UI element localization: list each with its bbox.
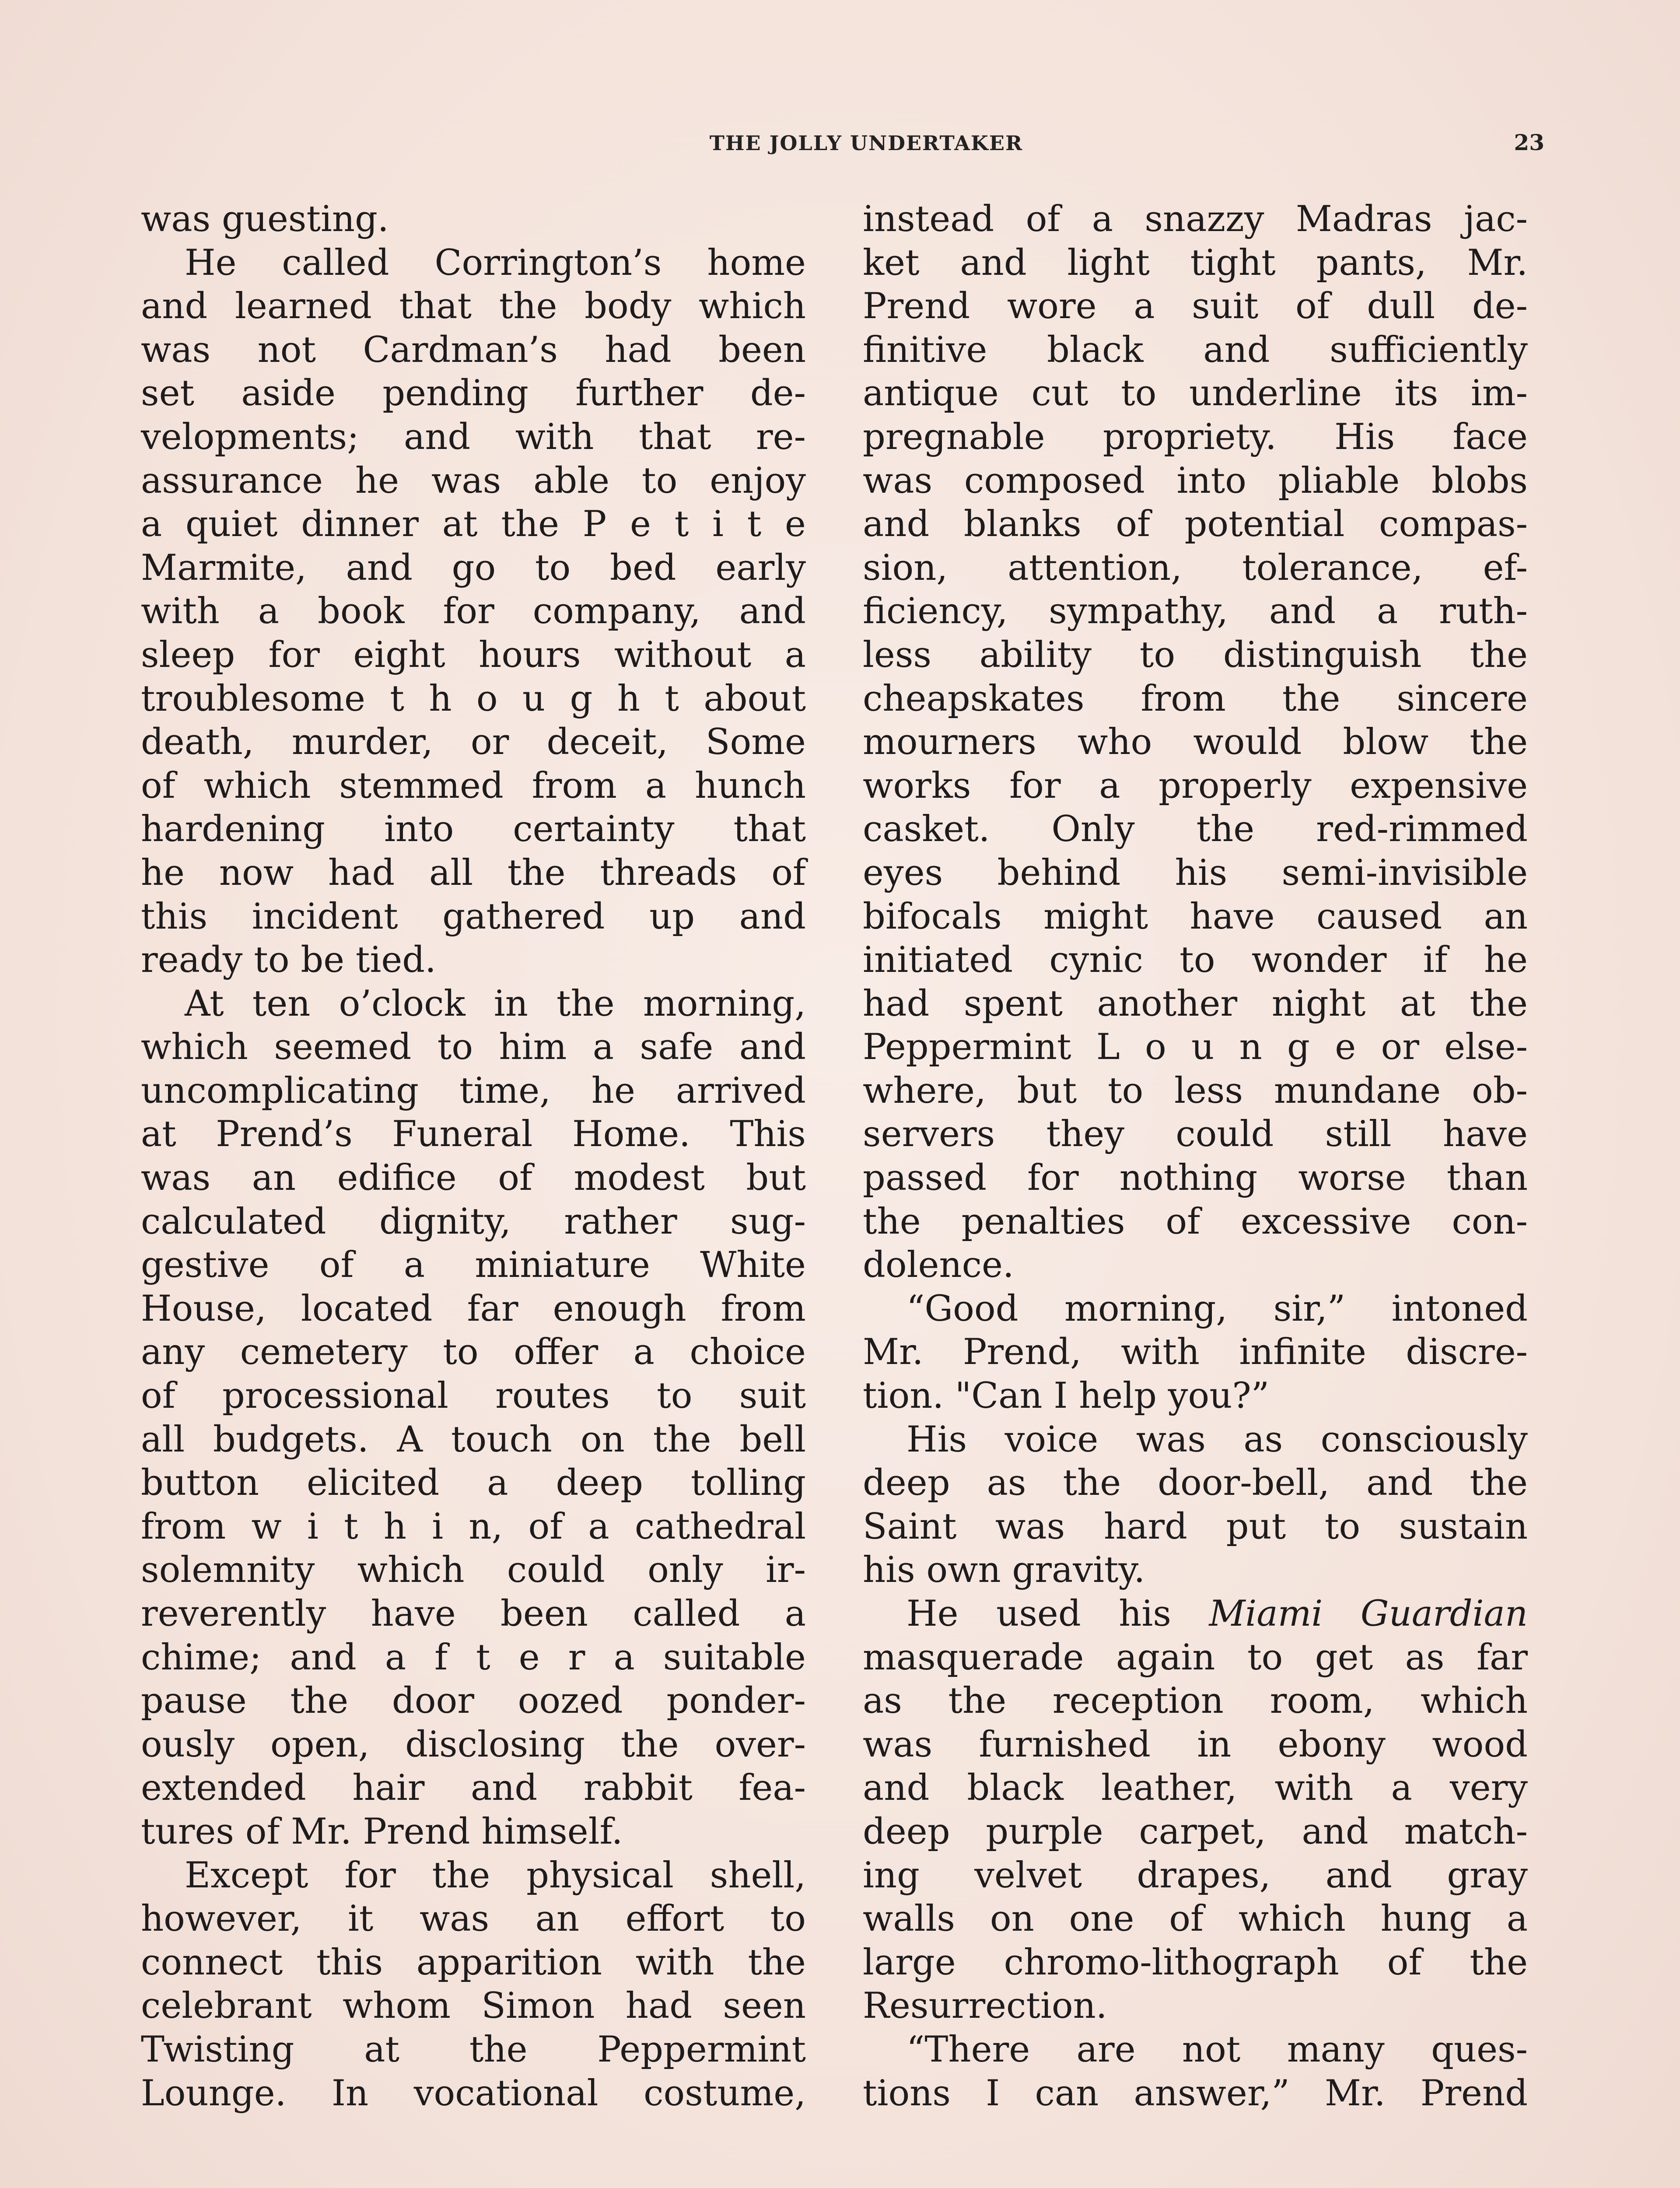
text-line: this incident gathered up and xyxy=(141,896,806,937)
text-line: ket and light tight pants, Mr. xyxy=(863,242,1528,284)
text-line: ously open, disclosing the over- xyxy=(141,1724,806,1765)
text-line: pregnable propriety. His face xyxy=(863,416,1528,458)
text-line: was an edifice of modest but xyxy=(141,1157,806,1199)
text-line: sion, attention, tolerance, ef- xyxy=(863,547,1528,589)
page-number: 23 xyxy=(1514,130,1544,155)
text-line: servers they could still have xyxy=(863,1114,1528,1155)
text-line: a quiet dinner at the P e t i t e xyxy=(141,504,806,545)
text-line: death, murder, or deceit, Some xyxy=(141,722,806,763)
text-line: tion. "Can I help you?” xyxy=(863,1375,1270,1417)
text-line: and black leather, with a very xyxy=(863,1767,1528,1809)
text-line: Twisting at the Peppermint xyxy=(141,2029,806,2070)
text-line: House, located far enough from xyxy=(141,1288,806,1329)
text-line: at Prend’s Funeral Home. This xyxy=(141,1114,806,1155)
right-text-column xyxy=(863,198,1528,2115)
text-line: deep as the door-bell, and the xyxy=(863,1462,1528,1504)
text-line: celebrant whom Simon had seen xyxy=(141,1985,806,2027)
text-line: chime; and a f t e r a suitable xyxy=(141,1637,806,1678)
text-line: Lounge. In vocational costume, xyxy=(141,2072,806,2114)
text-line: button elicited a deep tolling xyxy=(141,1462,806,1504)
text-line: as the reception room, which xyxy=(863,1680,1528,1722)
text-line: however, it was an effort to xyxy=(141,1898,806,1940)
text-line: connect this apparition with the xyxy=(141,1942,806,1983)
text-line: masquerade again to get as far xyxy=(863,1637,1528,1678)
text-line: he now had all the threads of xyxy=(141,852,806,894)
text-line: finitive black and sufficiently xyxy=(863,329,1528,371)
text-line: velopments; and with that re- xyxy=(141,416,806,458)
text-line: cheapskates from the sincere xyxy=(863,678,1528,719)
text-line: ing velvet drapes, and gray xyxy=(863,1855,1528,1896)
text-line: mourners who would blow the xyxy=(863,722,1528,763)
text-line: casket. Only the red-rimmed xyxy=(863,809,1528,850)
left-text-column xyxy=(141,198,806,2115)
text-line: Saint was hard put to sustain xyxy=(863,1506,1528,1547)
text-line: troublesome t h o u g h t about xyxy=(141,678,806,719)
text-line: tions I can answer,” Mr. Prend xyxy=(863,2072,1528,2114)
text-line: had spent another night at the xyxy=(863,983,1528,1024)
text-line: sleep for eight hours without a xyxy=(141,634,806,676)
text-line: He used his Miami Guardian xyxy=(906,1593,1528,1634)
text-line: large chromo-lithograph of the xyxy=(863,1942,1528,1983)
text-line: which seemed to him a safe and xyxy=(141,1027,806,1068)
text-line: was not Cardman’s had been xyxy=(141,329,806,371)
text-line: antique cut to underline its im- xyxy=(863,373,1528,414)
text-line: Except for the physical shell, xyxy=(185,1855,806,1896)
text-line: was composed into pliable blobs xyxy=(863,460,1528,501)
text-line: uncomplicating time, he arrived xyxy=(141,1070,806,1112)
text-line: was guesting. xyxy=(141,199,389,240)
text-line: his own gravity. xyxy=(863,1550,1145,1591)
text-line: extended hair and rabbit fea- xyxy=(141,1767,806,1809)
text-line: the penalties of excessive con- xyxy=(863,1201,1528,1242)
running-title: THE JOLLY UNDERTAKER xyxy=(709,131,1023,155)
text-line: Marmite, and go to bed early xyxy=(141,547,806,589)
text-line: eyes behind his semi-invisible xyxy=(863,852,1528,894)
text-line: Mr. Prend, with infinite discre- xyxy=(863,1332,1528,1373)
text-line: of which stemmed from a hunch xyxy=(141,765,806,806)
text-line: initiated cynic to wonder if he xyxy=(863,940,1528,981)
text-line: walls on one of which hung a xyxy=(863,1898,1528,1940)
text-line: bifocals might have caused an xyxy=(863,896,1528,937)
text-line: calculated dignity, rather sug- xyxy=(141,1201,806,1242)
text-line: instead of a snazzy Madras jac- xyxy=(863,199,1528,240)
text-line: tures of Mr. Prend himself. xyxy=(141,1811,623,1852)
text-line: any cemetery to offer a choice xyxy=(141,1332,806,1373)
text-line: and blanks of potential compas- xyxy=(863,504,1528,545)
text-line: Peppermint L o u n g e or else- xyxy=(863,1027,1528,1068)
text-line: dolence. xyxy=(863,1245,1014,1286)
text-line: from w i t h i n, of a cathedral xyxy=(141,1506,806,1547)
text-line: was furnished in ebony wood xyxy=(863,1724,1528,1765)
text-line: less ability to distinguish the xyxy=(863,634,1528,676)
text-line: passed for nothing worse than xyxy=(863,1157,1528,1199)
text-line: where, but to less mundane ob- xyxy=(863,1070,1528,1112)
text-line: gestive of a miniature White xyxy=(141,1245,806,1286)
text-line: assurance he was able to enjoy xyxy=(141,460,806,501)
text-line: and learned that the body which xyxy=(141,286,806,327)
text-line: His voice was as consciously xyxy=(906,1419,1528,1460)
text-line: “Good morning, sir,” intoned xyxy=(906,1288,1528,1329)
text-line: with a book for company, and xyxy=(141,591,806,632)
text-line: pause the door oozed ponder- xyxy=(141,1680,806,1722)
text-line: works for a properly expensive xyxy=(863,765,1528,806)
italic-title: Miami Guardian xyxy=(1209,1593,1528,1634)
text-line: Resurrection. xyxy=(863,1985,1107,2027)
text-line: At ten o’clock in the morning, xyxy=(185,983,806,1024)
text-line: ficiency, sympathy, and a ruth- xyxy=(863,591,1528,632)
text-line: all budgets. A touch on the bell xyxy=(141,1419,806,1460)
text-line: He called Corrington’s home xyxy=(185,242,806,284)
text-line: set aside pending further de- xyxy=(141,373,806,414)
text-line: ready to be tied. xyxy=(141,940,436,981)
text-line: deep purple carpet, and match- xyxy=(863,1811,1528,1852)
text-line: Prend wore a suit of dull de- xyxy=(863,286,1528,327)
text-line: “There are not many ques- xyxy=(906,2029,1528,2070)
text-line: hardening into certainty that xyxy=(141,809,806,850)
text-line: solemnity which could only ir- xyxy=(141,1550,806,1591)
text-line: of processional routes to suit xyxy=(141,1375,806,1417)
text-line: reverently have been called a xyxy=(141,1593,806,1634)
